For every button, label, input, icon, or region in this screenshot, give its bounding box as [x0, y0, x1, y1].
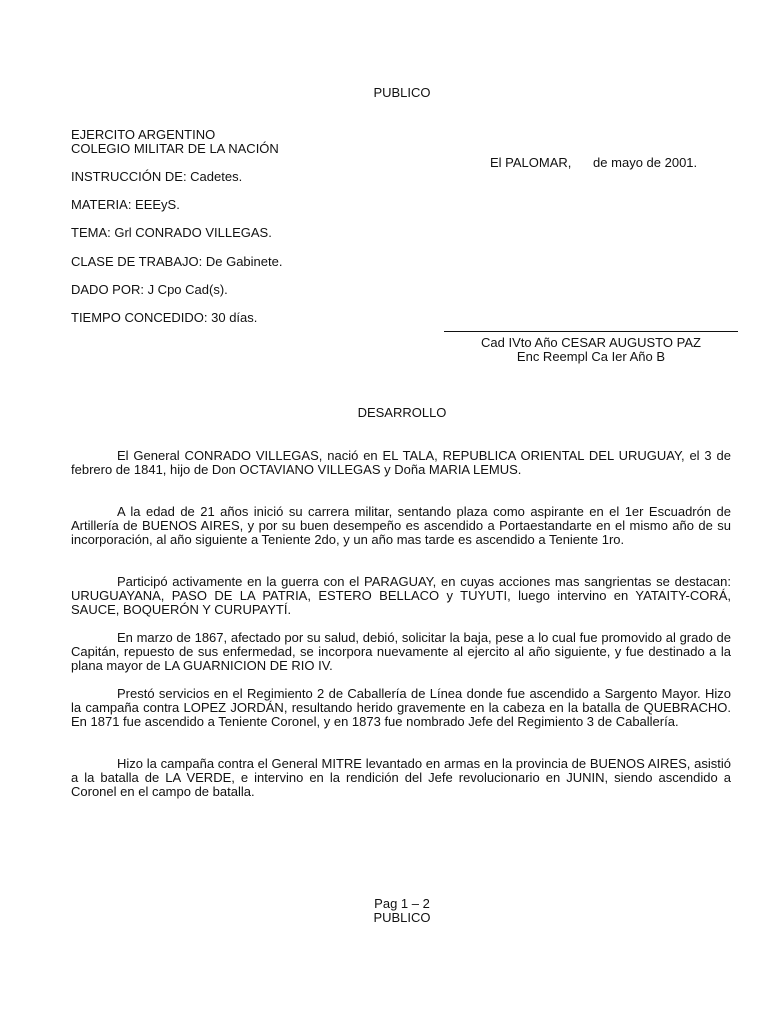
- field-materia: MATERIA: EEEyS.: [71, 197, 180, 212]
- paragraph-6: Hizo la campaña contra el General MITRE levantado en armas en la provincia de BUENOS AIRES, asistió a la batalla de LA VERDE, e intervino en la rendición del Jefe revolucionario en JUNIN, siendo ascendido a Coronel en el campo de batalla.: [71, 756, 731, 799]
- field-clase-trabajo: CLASE DE TRABAJO: De Gabinete.: [71, 254, 283, 269]
- field-dado-por: DADO POR: J Cpo Cad(s).: [71, 282, 228, 297]
- paragraph-3: Participó activamente en la guerra con el PARAGUAY, en cuyas acciones mas sangrientas se destacan: URUGUAYANA, PASO DE LA PATRIA, ESTERO BELLACO y TUYUTI, luego intervino en YATAITY-CORÁ, SAUCE, BOQUERÓN Y CURUPAYTÍ.: [71, 574, 731, 617]
- paragraph-5: Prestó servicios en el Regimiento 2 de Caballería de Línea donde fue ascendido a Sargento Mayor. Hizo la campaña contra LOPEZ JORDÁN, resultando herido gravemente en la cabeza en la batalla de QUEBRACHO. En 1871 fue ascendido a Teniente Coronel, y en 1873 fue nombrado Jefe del Regimiento 3 de Caballería.: [71, 686, 731, 729]
- classification-header: PUBLICO: [373, 85, 431, 100]
- field-tiempo-concedido: TIEMPO CONCEDIDO: 30 días.: [71, 310, 258, 325]
- field-instruccion: INSTRUCCIÓN DE: Cadetes.: [71, 169, 243, 184]
- paragraph-2: A la edad de 21 años inició su carrera militar, sentando plaza como aspirante en el 1er Escuadrón de Artillería de BUENOS AIRES, y por su buen desempeño es ascendido a Portaestandarte en el mismo año de su incorporación, al año siguiente a Teniente 2do, y un año mas tarde es ascendido a Teniente 1ro.: [71, 504, 731, 547]
- paragraph-1: El General CONRADO VILLEGAS, nació en EL TALA, REPUBLICA ORIENTAL DEL URUGUAY, el 3 de febrero de 1841, hijo de Don OCTAVIANO VILLEGAS y Doña MARIA LEMUS.: [71, 448, 731, 477]
- org-line-1: EJERCITO ARGENTINO: [71, 127, 216, 142]
- section-title: DESARROLLO: [357, 405, 447, 420]
- field-tema: TEMA: Grl CONRADO VILLEGAS.: [71, 225, 272, 240]
- org-line-2: COLEGIO MILITAR DE LA NACIÓN: [71, 141, 279, 156]
- classification-footer: PUBLICO: [373, 910, 431, 925]
- paragraph-4: En marzo de 1867, afectado por su salud, debió, solicitar la baja, pese a lo cual fue promovido al grado de Capitán, repuesto de sus enfermedad, se incorpora nuevamente al ejercito al año siguiente, y fue destinado a la plana mayor de LA GUARNICION DE RIO IV.: [71, 630, 731, 673]
- place-date: El PALOMAR, de mayo de 2001.: [490, 155, 698, 170]
- page-number: Pag 1 – 2: [374, 896, 430, 911]
- signature-role: Enc Reempl Ca Ier Año B: [516, 349, 666, 364]
- signature-line: [444, 331, 738, 332]
- signature-name: Cad IVto Año CESAR AUGUSTO PAZ: [481, 335, 701, 350]
